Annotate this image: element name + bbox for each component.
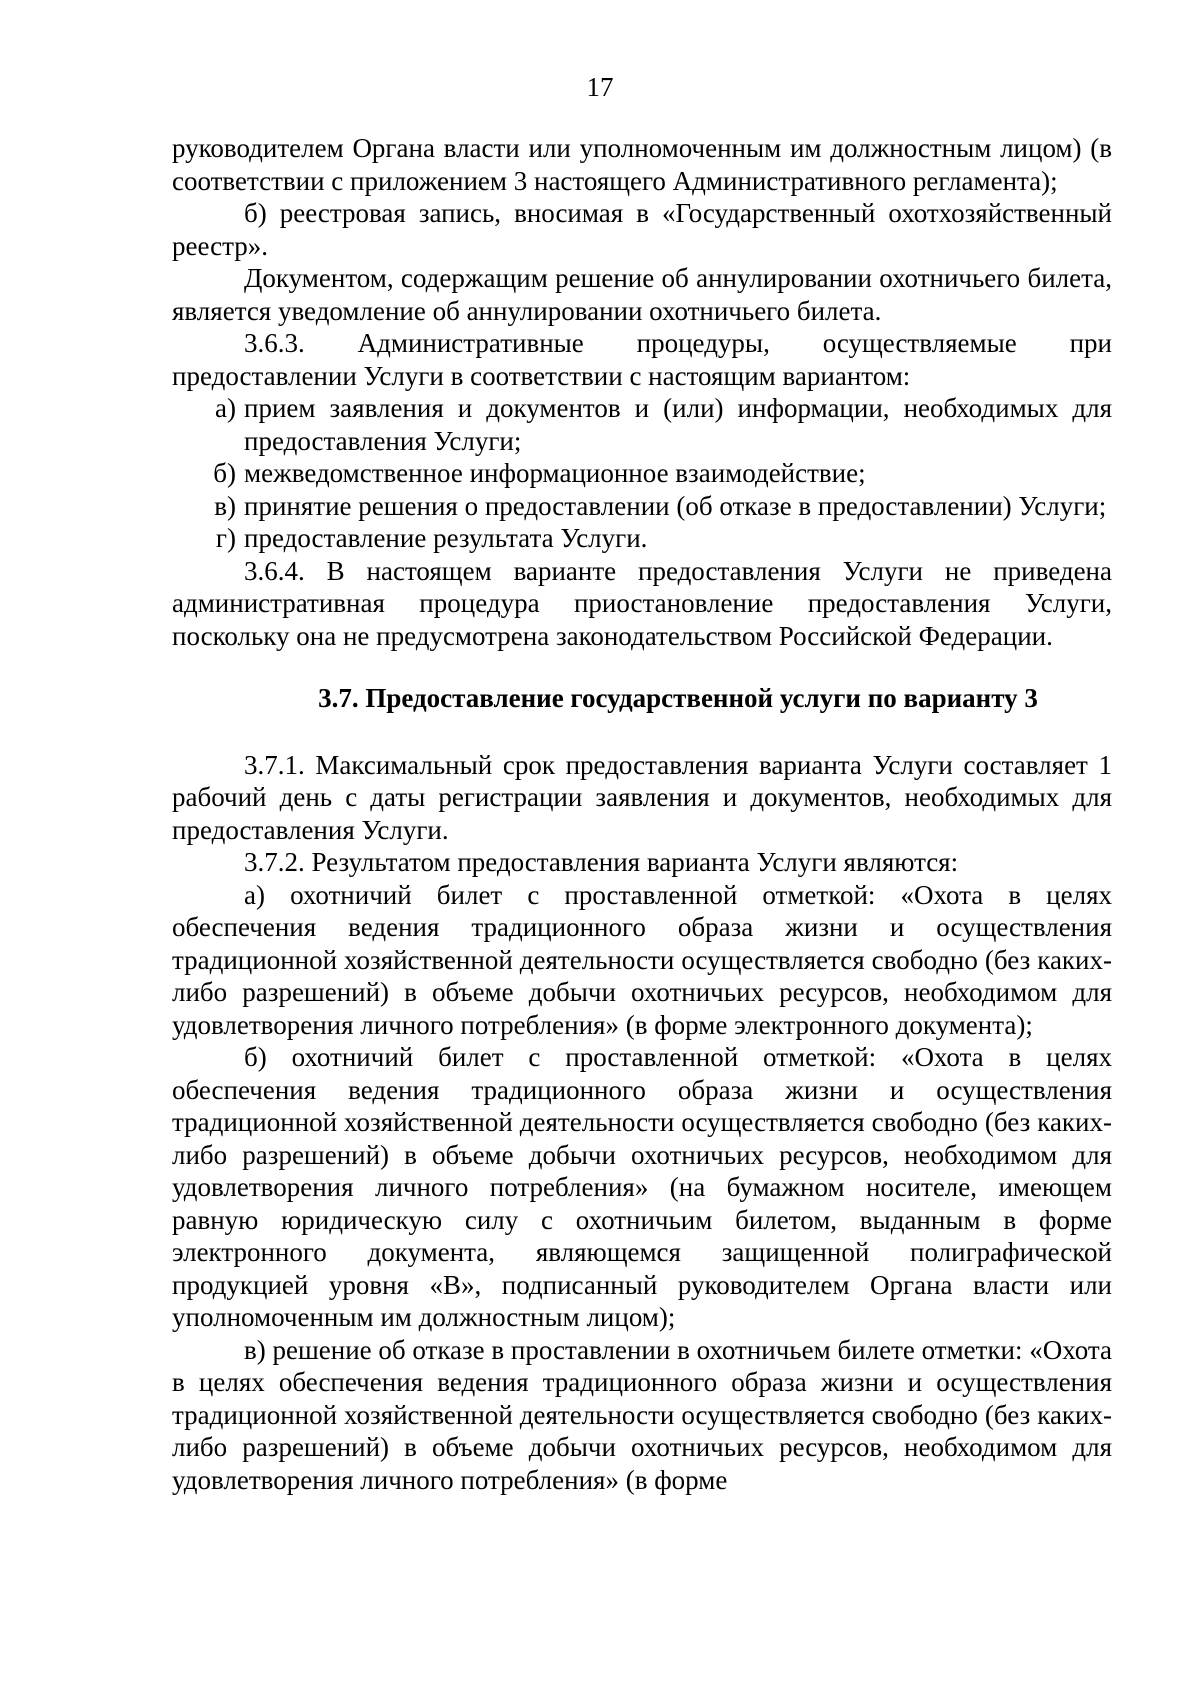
paragraph-3-6-4: 3.6.4. В настоящем варианте предоставления Услуги не приведена административная процедура приостановление предоставления Услуги, поскольку она не предусмотрена законодательством Российской Федерации.	[172, 555, 1112, 651]
result-item-b: б) охотничий билет с проставленной отметкой: «Охота в целях обеспечения ведения традиционного образа жизни и осуществления традиционной хозяйственной деятельности осуществляется свободно (без каких-либо разрешений) в объеме добычи охотничьих ресурсов, необходимом для удовлетворения личного потребления» (на бумажном носителе, имеющем равную юридическую силу с охотничьим билетом, выданным в форме электронного документа, являющемся защищенной полиграфической продукцией уровня «В», подписанный руководителем Органа власти или уполномоченным им должностным лицом);	[172, 1042, 1112, 1332]
section-heading: 3.7. Предоставление государственной услуги по варианту 3	[318, 683, 1038, 713]
list-item	[172, 457, 1112, 490]
list-marker: г)	[215, 523, 236, 553]
document-body	[172, 132, 1112, 1496]
result-item-c: в) решение об отказе в проставлении в охотничьем билете отметки: «Охота в целях обеспечения ведения традиционного образа жизни и осуществления традиционной хозяйственной деятельности осуществляется свободно (без каких-либо разрешений) в объеме добычи охотничьих ресурсов, необходимом для удовлетворения личного потребления» (в форме	[172, 1334, 1112, 1495]
paragraph-3-7-1: 3.7.1. Максимальный срок предоставления варианта Услуги составляет 1 рабочий день с даты регистрации заявления и документов, необходимых для предоставления Услуги.	[172, 749, 1112, 845]
list-item	[172, 522, 1112, 555]
paragraph-3-6-3: 3.6.3. Административные процедуры, осуществляемые при предоставлении Услуги в соответствии с настоящим вариантом:	[172, 328, 1112, 391]
list-text: предоставление результата Услуги.	[244, 523, 648, 553]
paragraph-3-7-2: 3.7.2. Результатом предоставления варианта Услуги являются:	[244, 847, 959, 877]
result-item-a: а) охотничий билет с проставленной отметкой: «Охота в целях обеспечения ведения традиционного образа жизни и осуществления традиционной хозяйственной деятельности осуществляется свободно (без каких-либо разрешений) в объеме добычи охотничьих ресурсов, необходимом для удовлетворения личного потребления» (в форме электронного документа);	[172, 879, 1112, 1040]
list-item	[172, 490, 1112, 523]
list-item	[172, 392, 1112, 457]
list-marker: в)	[214, 490, 236, 521]
list-text: межведомственное информационное взаимодействие;	[244, 458, 866, 488]
paragraph-continuation: руководителем Органа власти или уполномоченным им должностным лицом) (в соответствии с приложением 3 настоящего Административного регламента);	[172, 133, 1112, 196]
list-marker: б)	[213, 458, 236, 488]
paragraph-annulment-document: Документом, содержащим решение об аннулировании охотничьего билета, является уведомление об аннулировании охотничьего билета.	[172, 263, 1112, 326]
list-marker: а)	[215, 393, 236, 423]
list-text: прием заявления и документов и (или) информации, необходимых для предоставления Услуги;	[244, 393, 1112, 456]
page-number: 17	[586, 72, 614, 102]
paragraph-registry-entry: б) реестровая запись, вносимая в «Государственный охотхозяйственный реестр».	[172, 198, 1112, 261]
list-text: принятие решения о предоставлении (об отказе в предоставлении) Услуги;	[244, 490, 1107, 521]
